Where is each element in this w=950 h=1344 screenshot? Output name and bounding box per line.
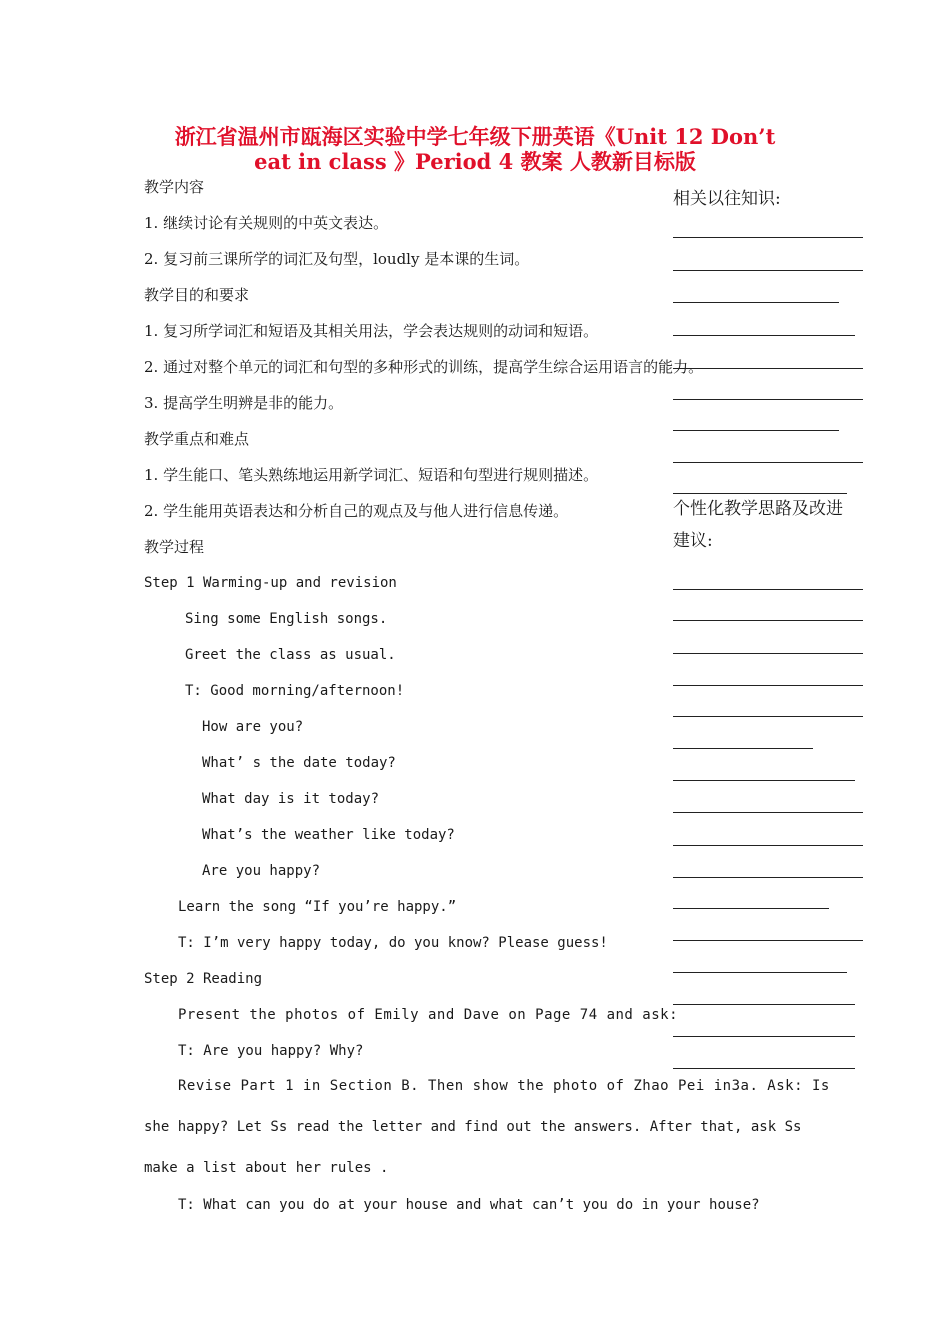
writing-line [673,270,863,271]
step-1-learn-song: Learn the song “If you’re happy.” [178,899,457,915]
content-item-1: 1. 继续讨论有关规则的中英文表达。 [144,214,389,232]
writing-line [673,1036,855,1037]
writing-line [673,845,863,846]
step-1-question-2: What’ s the date today? [202,755,396,771]
section-heading-aims: 教学目的和要求 [144,286,250,304]
step-1-question-3: What day is it today? [202,791,380,807]
step-2-teacher-house-question: T: What can you do at your house and what can’t you do in your house? [178,1197,760,1213]
writing-line [673,589,863,590]
step-1-greet: Greet the class as usual. [185,647,396,663]
step-1-heading: Step 1 Warming-up and revision [144,575,397,591]
title-line-1: 浙江省温州市瓯海区实验中学七年级下册英语《Unit 12 Don’t [174,124,776,149]
step-2-revise-line-3: make a list about her rules . [144,1160,389,1176]
step-1-question-5: Are you happy? [202,863,321,879]
step-1-question-4: What’s the weather like today? [202,827,455,843]
writing-line [673,748,813,749]
aims-item-2: 2. 通过对整个单元的词汇和句型的多种形式的训练，提高学生综合运用语言的能力。 [144,358,704,376]
section-heading-key-points: 教学重点和难点 [144,430,250,448]
step-2-revise-line-1: Revise Part 1 in Section B. Then show the photo of Zhao Pei in3a. Ask: Is [178,1078,830,1094]
section-heading-process: 教学过程 [144,538,205,556]
writing-line [673,716,863,717]
title-line-2: eat in class 》Period 4 教案 人教新目标版 [254,149,696,174]
aims-item-3: 3. 提高学生明辨是非的能力。 [144,394,344,412]
writing-line [673,940,863,941]
key-item-1: 1. 学生能口、笔头熟练地运用新学词汇、短语和句型进行规则描述。 [144,466,599,484]
writing-line [673,685,863,686]
side-personal-heading-line-2: 建议: [673,531,713,551]
step-1-teacher-greeting: T: Good morning/afternoon! [185,683,405,699]
step-2-heading: Step 2 Reading [144,971,263,987]
writing-line [673,877,863,878]
writing-line [673,399,863,400]
writing-line [673,972,847,973]
writing-line [673,368,863,369]
writing-line [673,1004,855,1005]
aims-item-1: 1. 复习所学词汇和短语及其相关用法，学会表达规则的动词和短语。 [144,322,599,340]
writing-line [673,302,839,303]
writing-line [673,1068,855,1069]
writing-line [673,812,863,813]
side-personal-heading-line-1: 个性化教学思路及改进 [673,499,843,519]
section-heading-content: 教学内容 [144,178,205,196]
step-2-revise-line-2: she happy? Let Ss read the letter and find out the answers. After that, ask Ss [144,1119,802,1135]
key-item-2: 2. 学生能用英语表达和分析自己的观点及与他人进行信息传递。 [144,502,569,520]
document-title [150,124,800,174]
step-1-question-1: How are you? [202,719,304,735]
writing-line [673,430,839,431]
writing-line [673,335,855,336]
step-2-present: Present the photos of Emily and Dave on Page 74 and ask: [178,1007,679,1023]
side-prior-knowledge-heading: 相关以往知识: [673,189,781,209]
writing-line [673,908,829,909]
step-2-teacher-question: T: Are you happy? Why? [178,1043,364,1059]
writing-line [673,237,863,238]
content-item-2: 2. 复习前三课所学的词汇及句型，loudly 是本课的生词。 [144,250,530,268]
writing-line [673,620,863,621]
step-1-sing: Sing some English songs. [185,611,388,627]
writing-line [673,653,863,654]
step-1-teacher-guess: T: I’m very happy today, do you know? Please guess! [178,935,608,951]
writing-line [673,462,863,463]
writing-line [673,780,855,781]
